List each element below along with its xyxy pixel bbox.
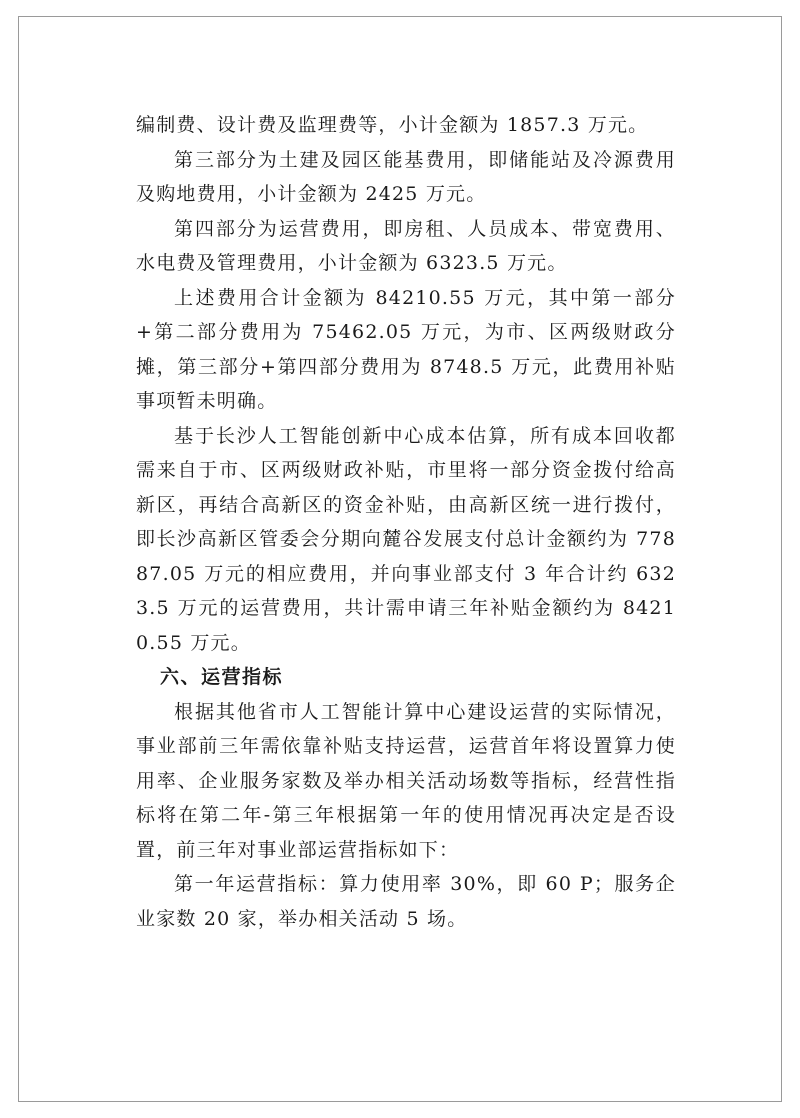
paragraph-costs-part2: 编制费、设计费及监理费等，小计金额为 1857.3 万元。 bbox=[136, 114, 649, 136]
paragraph-year-one-indicators: 第一年运营指标：算力使用率 30%，即 60 P；服务企业家数 20 家，举办相关活动 5 场。 bbox=[136, 873, 676, 930]
paragraph-cost-recovery: 基于长沙人工智能创新中心成本估算，所有成本回收都需来自于市、区两级财政补贴，市里将一部分资金拨付给高新区，再结合高新区的资金补贴，由高新区统一进行拨付，即长沙高新区管委会分期向麓谷发展支付总计金额约为 77887.05 万元的相应费用，并向事业部支付 3 年合计约 6323.5 万元的运营费用，共计需申请三年补贴金额约为 84210.55 万元。 bbox=[136, 424, 676, 654]
paragraph-costs-part4: 第四部分为运营费用，即房租、人员成本、带宽费用、水电费及管理费用，小计金额为 6323.5 万元。 bbox=[136, 217, 676, 274]
paragraph-costs-part3: 第三部分为土建及园区能基费用，即储能站及冷源费用及购地费用，小计金额为 2425 万元。 bbox=[136, 148, 676, 205]
paragraph-operating-context: 根据其他省市人工智能计算中心建设运营的实际情况，事业部前三年需依靠补贴支持运营，运营首年将设置算力使用率、企业服务家数及举办相关活动场数等指标，经营性指标将在第二年-第三年根据第一年的使用情况再决定是否设置，前三年对事业部运营指标如下： bbox=[136, 700, 676, 861]
document-body bbox=[136, 108, 676, 936]
paragraph-costs-total: 上述费用合计金额为 84210.55 万元，其中第一部分+第二部分费用为 75462.05 万元，为市、区两级财政分摊，第三部分+第四部分费用为 8748.5 万元，此费用补贴事项暂未明确。 bbox=[136, 286, 676, 412]
section-heading-operating-indicators: 六、运营指标 bbox=[160, 666, 284, 688]
